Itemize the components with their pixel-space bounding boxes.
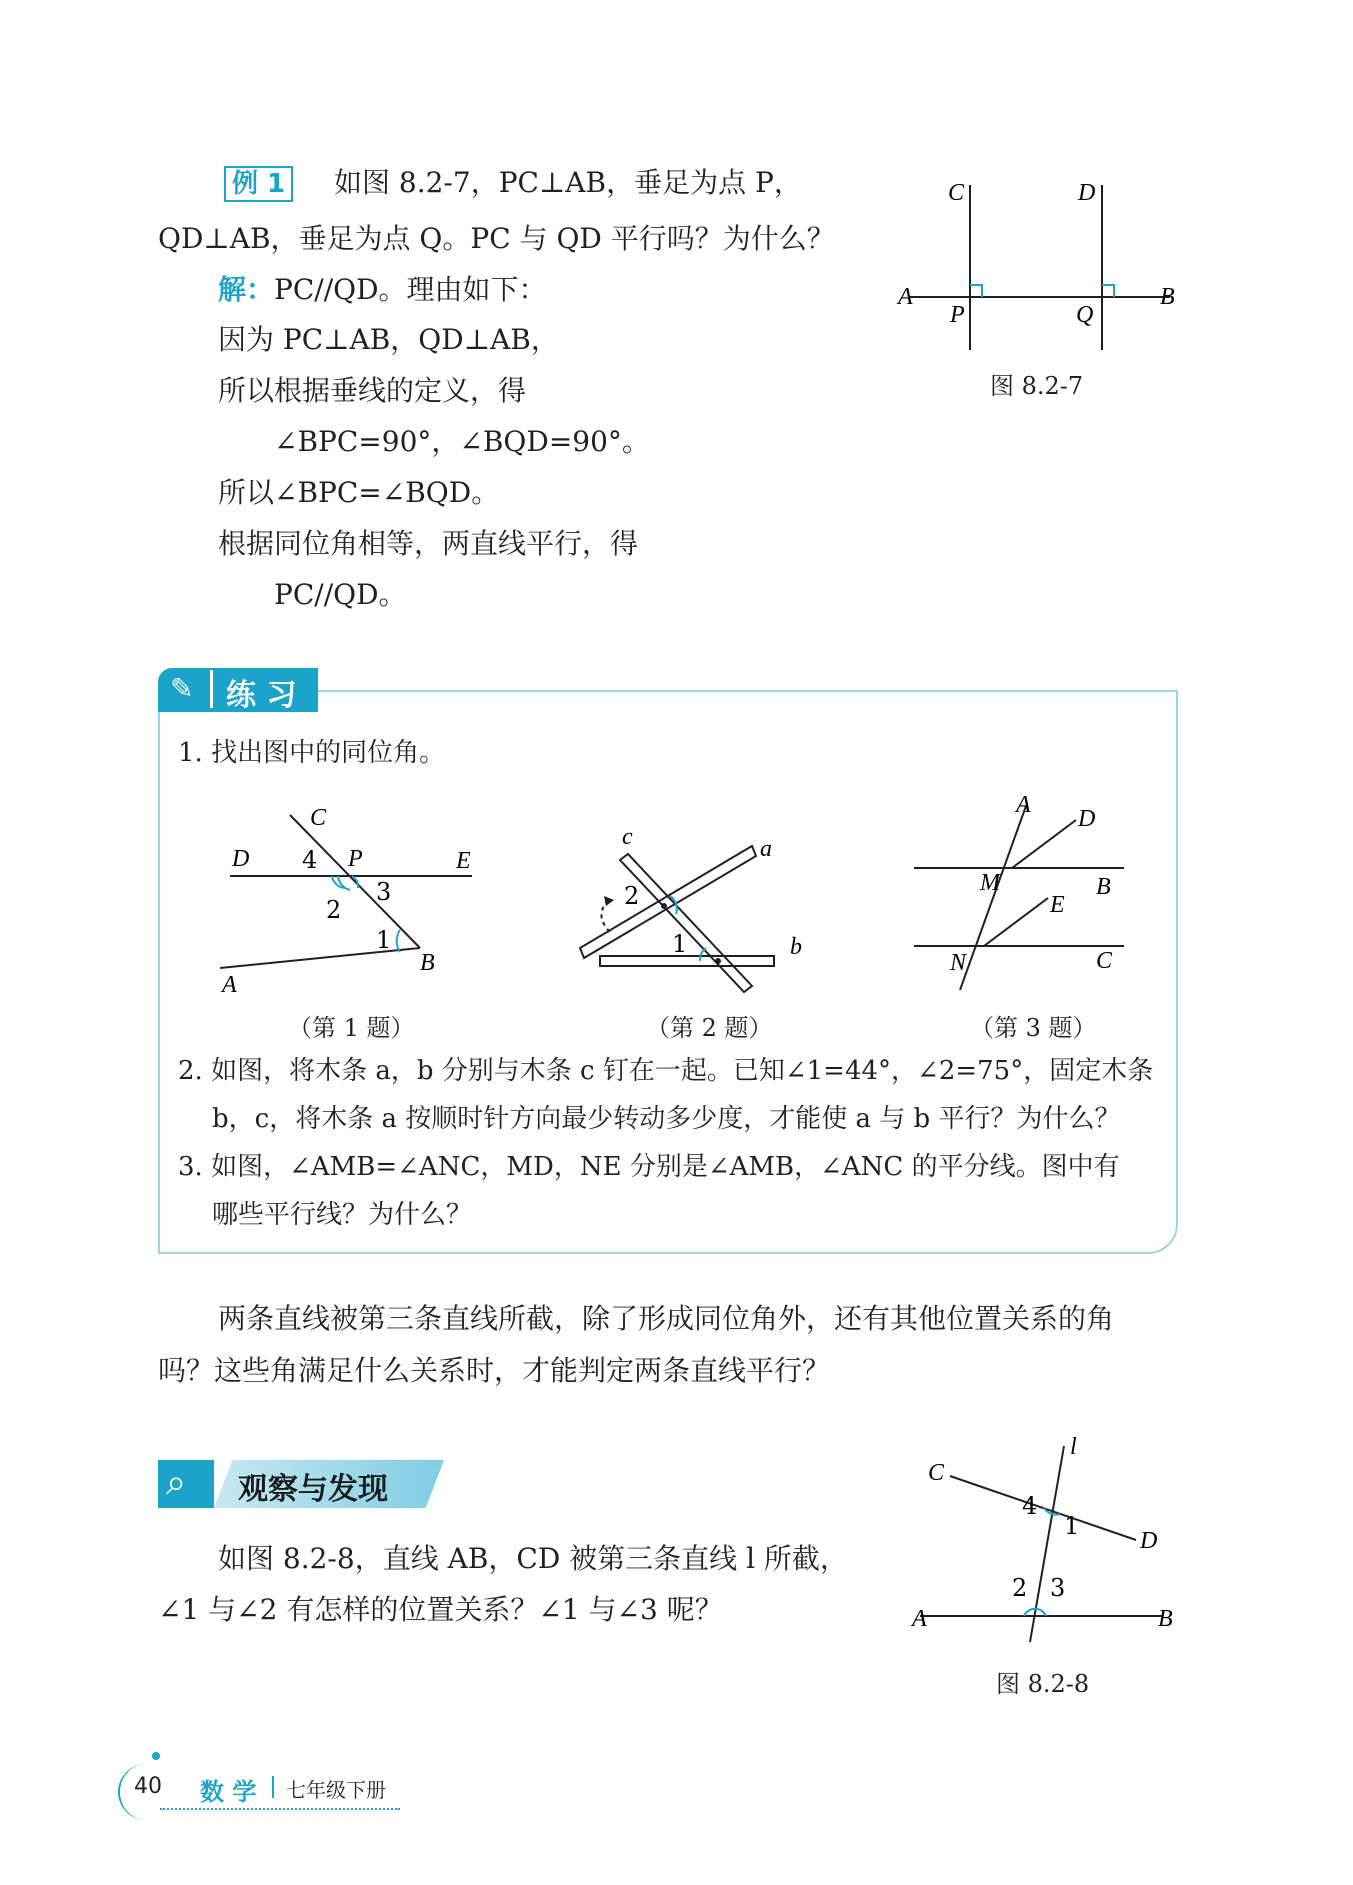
label-A: A xyxy=(912,1606,927,1632)
label-E: E xyxy=(456,848,471,874)
label-C: C xyxy=(948,180,965,206)
label-M: M xyxy=(980,870,1000,896)
label-D: D xyxy=(232,846,250,872)
label-P: P xyxy=(950,302,965,328)
label-P: P xyxy=(348,846,363,872)
practice-title: 练 习 xyxy=(226,678,297,713)
label-D: D xyxy=(1140,1528,1158,1554)
step-3: ∠BPC=90°，∠BQD=90°。 xyxy=(274,425,650,458)
solution-label: 解： xyxy=(218,273,275,306)
magnifier-icon: ⌕ xyxy=(166,1462,187,1503)
label-Q: Q xyxy=(1076,302,1094,328)
pencil-ruler-icon: ✎ xyxy=(170,672,194,705)
practice-tab xyxy=(158,668,318,712)
intro-line-2: 吗？这些角满足什么关系时，才能判定两条直线平行？ xyxy=(158,1354,831,1387)
label-C: C xyxy=(1096,948,1113,974)
step-5: 根据同位角相等，两直线平行，得 xyxy=(218,527,639,560)
observe-line-2: ∠1 与∠2 有怎样的位置关系？∠1 与∠3 呢？ xyxy=(158,1593,723,1626)
question-3-line-2: 哪些平行线？为什么？ xyxy=(212,1200,473,1230)
intro-line-1: 两条直线被第三条直线所截，除了形成同位角外，还有其他位置关系的角 xyxy=(218,1302,1115,1335)
label-2: 2 xyxy=(326,896,342,924)
label-a: a xyxy=(760,836,772,862)
label-B: B xyxy=(1096,874,1111,900)
caption-fig3: （第 3 题） xyxy=(970,1014,1097,1042)
figure-8-2-8 xyxy=(900,1430,1180,1660)
tab-divider xyxy=(210,670,213,708)
label-1: 1 xyxy=(376,926,392,954)
label-D: D xyxy=(1078,180,1096,206)
question-1: 1. 找出图中的同位角。 xyxy=(178,738,446,768)
page-number: 40 xyxy=(134,1774,162,1799)
label-3: 3 xyxy=(1050,1574,1066,1602)
footer-dot xyxy=(152,1752,160,1760)
footer-divider xyxy=(272,1776,274,1798)
example-line-1: 如图 8.2-7，PC⊥AB，垂足为点 P， xyxy=(334,166,802,199)
label-B: B xyxy=(1158,1606,1173,1632)
step-6: PC//QD。 xyxy=(274,578,407,611)
question-2-line-2: b，c，将木条 a 按顺时针方向最少转动多少度，才能使 a 与 b 平行？为什么？ xyxy=(212,1104,1121,1134)
step-2: 所以根据垂线的定义，得 xyxy=(218,374,527,407)
label-4: 4 xyxy=(302,846,318,874)
observe-icon-box xyxy=(158,1460,214,1508)
footer-subject: 数 学 xyxy=(200,1777,257,1806)
example-tag: 例 1 xyxy=(224,166,293,202)
caption-fig2: （第 2 题） xyxy=(646,1014,773,1042)
caption-8-2-7: 图 8.2-7 xyxy=(990,372,1084,400)
question-2-line-1: 2. 如图，将木条 a，b 分别与木条 c 钉在一起。已知∠1=44°，∠2=75°，固定木条 xyxy=(178,1056,1154,1086)
tab-underline xyxy=(318,690,1174,692)
label-A: A xyxy=(1016,792,1031,818)
caption-8-2-8: 图 8.2-8 xyxy=(996,1670,1090,1698)
example-line-2: QD⊥AB，垂足为点 Q。PC 与 QD 平行吗？为什么？ xyxy=(158,222,835,255)
label-B: B xyxy=(420,950,435,976)
label-1: 1 xyxy=(672,930,688,958)
label-c: c xyxy=(622,824,633,850)
step-4: 所以∠BPC=∠BQD。 xyxy=(218,476,500,509)
observe-title: 观察与发现 xyxy=(238,1472,388,1507)
label-N: N xyxy=(950,950,967,976)
practice-figure-3 xyxy=(900,790,1140,1000)
solution-head: PC//QD。理由如下： xyxy=(274,273,547,306)
label-A: A xyxy=(898,284,913,310)
label-3: 3 xyxy=(376,878,392,906)
label-b: b xyxy=(790,934,802,960)
practice-figure-2 xyxy=(560,820,820,1010)
label-l: l xyxy=(1070,1434,1077,1460)
label-1: 1 xyxy=(1064,1512,1080,1540)
caption-fig1: （第 1 题） xyxy=(288,1014,415,1042)
solution-line xyxy=(218,273,547,307)
step-1: 因为 PC⊥AB，QD⊥AB， xyxy=(218,323,559,356)
practice-figure-1 xyxy=(200,800,500,1000)
label-2: 2 xyxy=(624,882,640,910)
question-3-line-1: 3. 如图，∠AMB=∠ANC，MD，NE 分别是∠AMB，∠ANC 的平分线。图中有 xyxy=(178,1152,1120,1182)
footer-dotted-line xyxy=(160,1808,400,1810)
label-2: 2 xyxy=(1012,1574,1028,1602)
label-4: 4 xyxy=(1022,1492,1038,1520)
observe-line-1: 如图 8.2-8，直线 AB，CD 被第三条直线 l 所截， xyxy=(218,1542,848,1575)
label-D: D xyxy=(1078,806,1096,832)
footer-grade: 七年级下册 xyxy=(286,1778,386,1802)
label-A: A xyxy=(222,972,237,998)
label-B: B xyxy=(1160,284,1175,310)
label-C: C xyxy=(928,1460,945,1486)
label-C: C xyxy=(310,805,327,831)
label-E: E xyxy=(1050,892,1065,918)
